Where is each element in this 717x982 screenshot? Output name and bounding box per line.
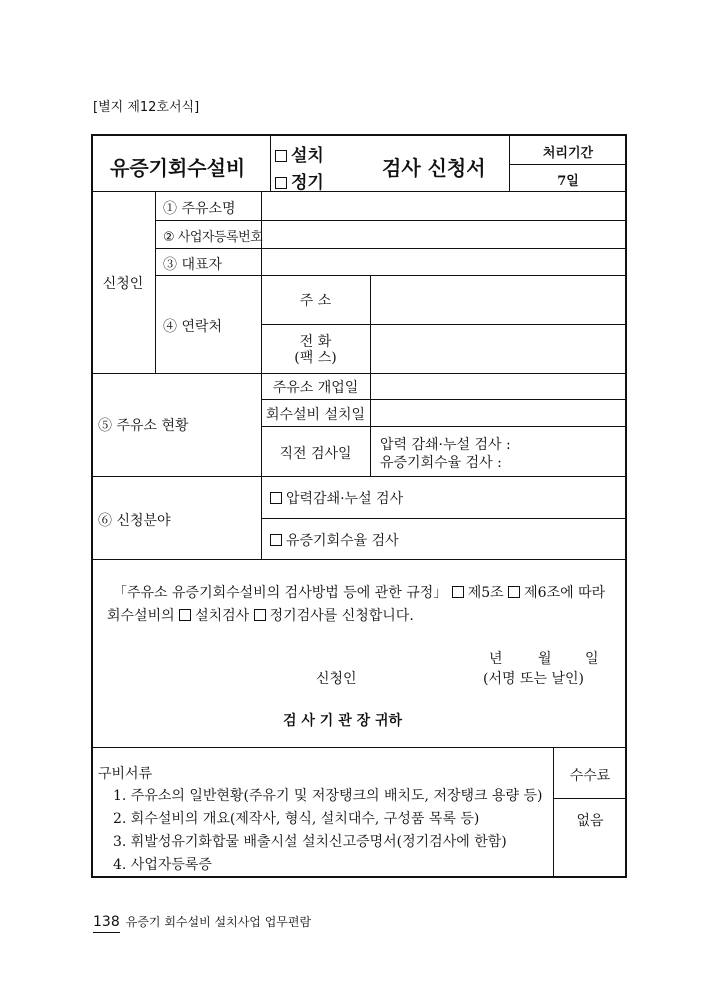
- station-name-field[interactable]: [262, 192, 626, 219]
- station-name-label: ① 주유소명: [163, 201, 236, 217]
- field-option-recovery: 유증기회수율 검사: [270, 530, 399, 550]
- signature-applicant-label: 신청인: [316, 671, 357, 687]
- processing-period-value: 7일: [557, 174, 579, 189]
- rule-field: [261, 518, 627, 519]
- statement-line-2: 회수설비의 설치검사 정기검사를 신청합니다.: [107, 608, 414, 624]
- page-number: 138: [93, 914, 120, 933]
- rule-status-bottom: [91, 476, 627, 477]
- option-install: 설치: [275, 141, 324, 166]
- business-number-label: ② 사업자등록번호: [163, 230, 263, 245]
- representative-field[interactable]: [262, 249, 626, 274]
- fax-label: (팩 스): [294, 350, 337, 366]
- field-option-pressure: 압력감쇄·누설 검사: [270, 488, 403, 508]
- required-doc-3: 3. 휘발성유기화합물 배출시설 설치신고증명서(정기검사에 한함): [113, 834, 507, 850]
- required-docs-title: 구비서류: [98, 766, 153, 782]
- rule-field-bottom: [91, 559, 627, 560]
- last-inspection-label: 직전 검사일: [279, 446, 352, 462]
- addressee: 검 사 기 관 장 귀하: [283, 713, 403, 729]
- recovery-test-date: 유증기회수율 검사 :: [380, 455, 502, 471]
- processing-period-label: 처리기간: [542, 146, 594, 161]
- rule-statement-bottom: [91, 747, 627, 748]
- status-section-label: ⑤ 주유소 현황: [98, 418, 189, 434]
- book-title: 유증기 회수설비 설치사업 업무편람: [125, 915, 312, 929]
- checkbox-periodic-inspection[interactable]: [254, 609, 266, 621]
- form-title: 검사 신청서: [382, 156, 486, 180]
- address-label: 주 소: [299, 293, 332, 309]
- vrule-applicant: [155, 191, 156, 373]
- date-year: 년: [489, 651, 503, 667]
- representative-label: ③ 대표자: [163, 257, 223, 273]
- phone-label: 전 화: [299, 334, 332, 350]
- business-number-field[interactable]: [262, 221, 626, 247]
- date-month: 월: [538, 651, 552, 667]
- opened-date-label: 주유소 개업일: [272, 380, 359, 396]
- form-caption: [별지 제12호서식]: [93, 100, 200, 115]
- applicant-section-label: 신청인: [102, 276, 144, 292]
- checkbox-install[interactable]: [275, 150, 287, 162]
- fee-value: 없음: [576, 813, 604, 829]
- phone-field[interactable]: [371, 325, 626, 372]
- installed-date-field[interactable]: [371, 400, 626, 425]
- required-doc-1: 1. 주유소의 일반현황(주유기 및 저장탱크의 배치도, 저장탱크 용량 등): [113, 788, 543, 804]
- pressure-test-date: 압력 감쇄·누설 검사 :: [380, 437, 511, 453]
- signature-hint: (서명 또는 날인): [483, 671, 584, 687]
- vrule-title-1: [270, 134, 271, 191]
- page-footer: [93, 913, 311, 930]
- checkbox-recovery-test[interactable]: [270, 534, 282, 546]
- statement-line-1: 「주유소 유증기회수설비의 검사방법 등에 관한 규정」 제5조 제6조에 따라: [113, 585, 606, 601]
- field-section-label: ⑥ 신청분야: [98, 513, 171, 529]
- contact-label: ④ 연락처: [163, 319, 223, 335]
- rule-fee: [553, 798, 627, 799]
- required-doc-4: 4. 사업자등록증: [113, 857, 212, 873]
- checkbox-pressure-test[interactable]: [270, 492, 282, 504]
- option-periodic: 정기: [275, 168, 324, 193]
- rule-installed: [261, 426, 627, 427]
- required-doc-2: 2. 회수설비의 개요(제작사, 형식, 설치대수, 구성품 목록 등): [113, 811, 480, 827]
- checkbox-periodic[interactable]: [275, 177, 287, 189]
- checkbox-article6[interactable]: [508, 586, 520, 598]
- checkbox-install-inspection[interactable]: [179, 609, 191, 621]
- opened-date-field[interactable]: [371, 374, 626, 398]
- checkbox-article5[interactable]: [452, 586, 464, 598]
- rule-period: [509, 164, 627, 165]
- installed-date-label: 회수설비 설치일: [265, 407, 366, 423]
- address-field[interactable]: [371, 276, 626, 323]
- fee-label: 수수료: [569, 768, 611, 784]
- form-title-subject: 유증기회수설비: [110, 156, 246, 180]
- date-day: 일: [585, 651, 599, 667]
